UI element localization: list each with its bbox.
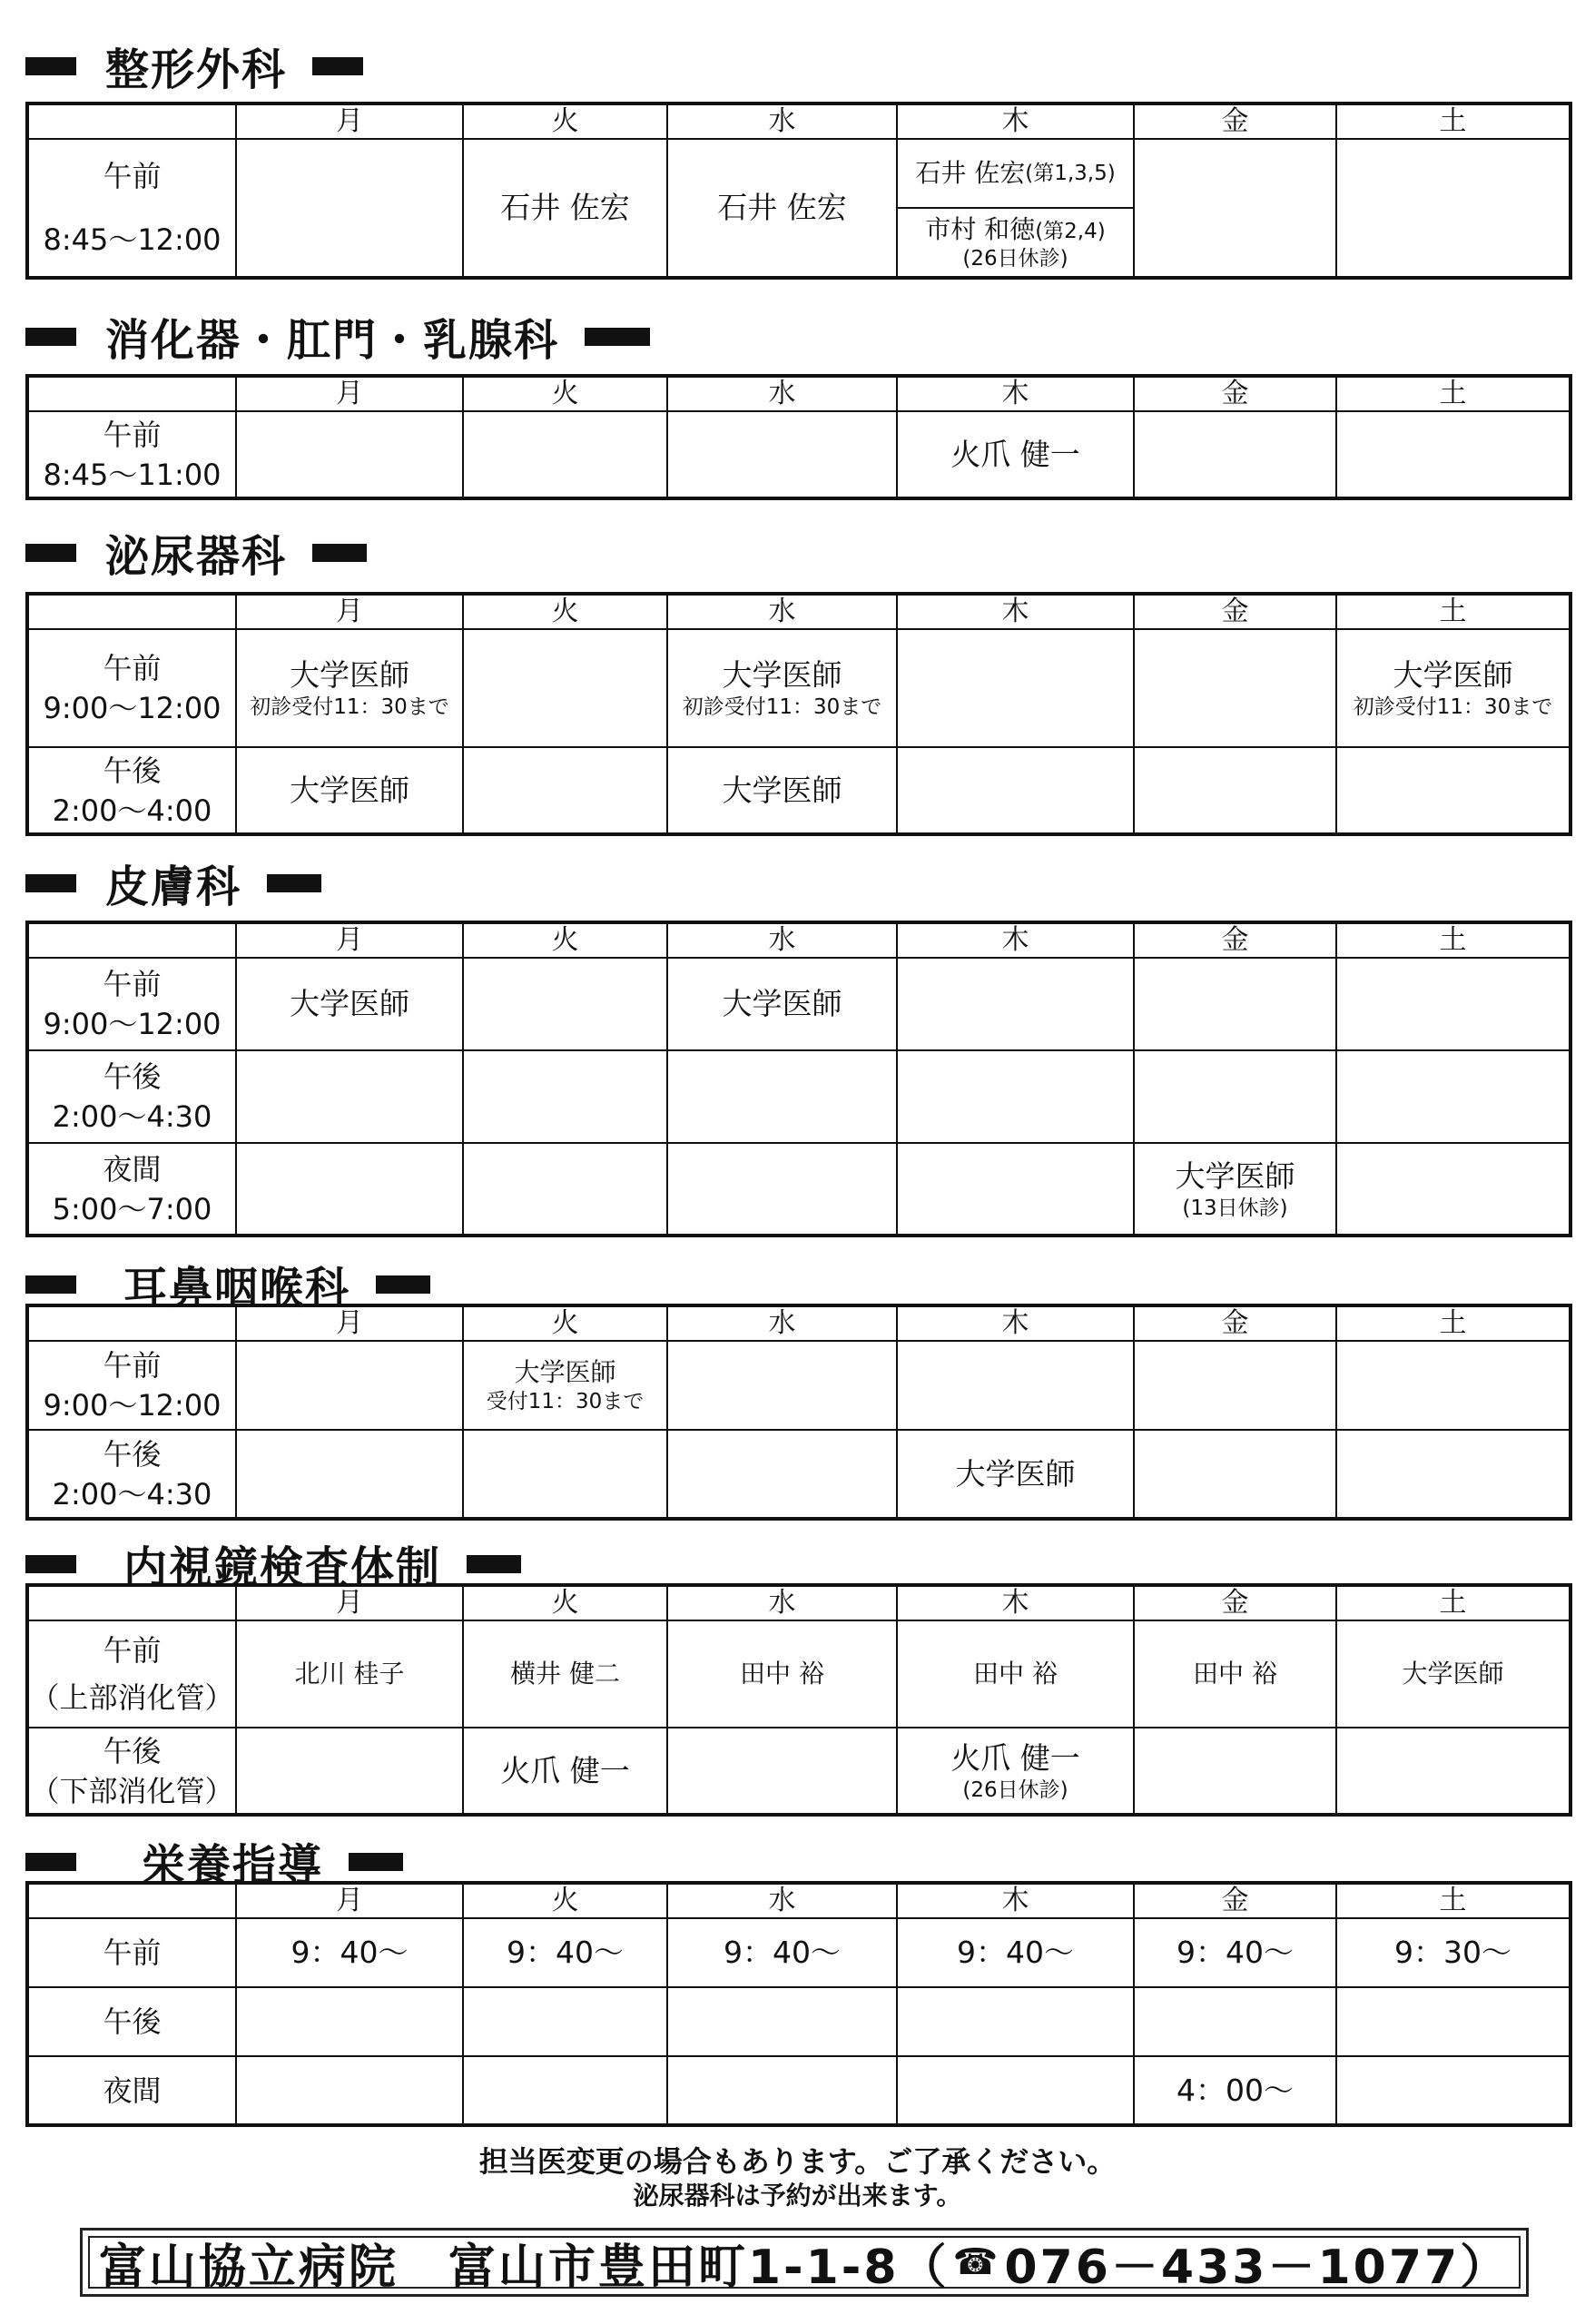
cell-fri — [1134, 629, 1336, 747]
cell-fri — [1134, 1341, 1336, 1430]
slot-cell — [27, 411, 236, 498]
cell-tue — [463, 139, 667, 278]
cell-wed — [667, 139, 897, 278]
day-fri: 金 — [1134, 1883, 1336, 1918]
cell-wed — [667, 1143, 897, 1236]
doctor-name: 田中 裕 — [973, 1659, 1058, 1689]
phone-icon: ☎ — [952, 2241, 1001, 2283]
slot-sub: （下部消化管） — [30, 1773, 234, 1808]
day-sat: 土 — [1336, 1883, 1570, 1918]
doctor-name: 横井 健二 — [510, 1659, 620, 1689]
slot-time: 8:45〜12:00 — [43, 222, 222, 257]
day-sat: 土 — [1336, 1305, 1570, 1341]
cell-wed — [667, 1728, 897, 1815]
cell-sat — [1336, 1620, 1570, 1728]
cell-sat — [1336, 2056, 1570, 2125]
table-row — [27, 1987, 1570, 2056]
cell-tue — [463, 1143, 667, 1236]
section-heading — [25, 305, 650, 368]
cell-tue — [463, 2056, 667, 2125]
slot-label: 午前 — [27, 1918, 236, 1987]
day-tue: 火 — [463, 1305, 667, 1341]
cell-wed — [667, 1430, 897, 1519]
note-line-1: 担当医変更の場合もあります。ご了承ください。 — [478, 2144, 1117, 2179]
cell-sat — [1336, 139, 1570, 278]
doctor-name: 石井 佐宏 — [915, 158, 1026, 188]
cell-mon — [236, 1143, 463, 1236]
cell-mon — [236, 1620, 463, 1728]
day-sat: 土 — [1336, 103, 1570, 139]
cell-mon — [236, 411, 463, 498]
day-wed: 水 — [667, 103, 897, 139]
cell-fri — [1134, 1728, 1336, 1815]
cell-thu — [897, 1143, 1134, 1236]
thu-bottom — [898, 209, 1133, 276]
slot-label: 午後 — [27, 1987, 236, 2056]
slot-label: 夜間 — [103, 1151, 162, 1187]
cell-wed — [667, 958, 897, 1050]
cell-thu — [897, 958, 1134, 1050]
doctor-name: 大学医師 — [722, 772, 842, 808]
cell-tue — [463, 1430, 667, 1519]
header-row — [27, 922, 1570, 958]
table-row — [27, 1050, 1570, 1143]
cell-mon — [236, 958, 463, 1050]
day-fri: 金 — [1134, 376, 1336, 411]
day-wed: 水 — [667, 1585, 897, 1620]
cell-mon — [236, 629, 463, 747]
cell-wed — [667, 1620, 897, 1728]
cell-tue — [463, 629, 667, 747]
cell-mon — [236, 1050, 463, 1143]
slot-time: 9:00〜12:00 — [43, 691, 222, 725]
doctor-name: 北川 桂子 — [294, 1659, 405, 1689]
slot-label: 午後 — [103, 1436, 162, 1472]
doctor-note: (第2,4) — [1035, 220, 1106, 243]
doctor-name: 大学医師 — [1175, 1157, 1295, 1194]
cell-tue — [463, 1050, 667, 1143]
doctor-name: 大学医師 — [955, 1455, 1076, 1492]
doctor-name: 火爪 健一 — [950, 436, 1080, 472]
table-row — [27, 1620, 1570, 1728]
time-wed: 9：40〜 — [667, 1918, 897, 1987]
slot-cell — [27, 139, 236, 278]
header-corner — [27, 594, 236, 629]
doctor-name: 大学医師 — [1402, 1659, 1504, 1689]
day-fri: 金 — [1134, 103, 1336, 139]
slot-time: 9:00〜12:00 — [43, 1007, 222, 1041]
slot-time: 9:00〜12:00 — [43, 1388, 222, 1423]
slot-cell — [27, 1143, 236, 1236]
section-heading — [25, 34, 363, 97]
day-wed: 水 — [667, 1305, 897, 1341]
slot-cell — [27, 1620, 236, 1728]
header-corner — [27, 1305, 236, 1341]
slot-label: 午前 — [103, 967, 162, 1001]
day-thu: 木 — [897, 103, 1134, 139]
cell-tue — [463, 747, 667, 834]
heading-bar-right — [376, 1275, 430, 1294]
heading-bar-right — [312, 57, 363, 75]
cell-fri — [1134, 1050, 1336, 1143]
digestive-table — [25, 374, 1572, 500]
cell-mon — [236, 1341, 463, 1430]
day-wed: 水 — [667, 376, 897, 411]
cell-fri — [1134, 411, 1336, 498]
cell-sat — [1336, 629, 1570, 747]
slot-cell — [27, 1728, 236, 1815]
doctor-name: 石井 佐宏 — [500, 190, 630, 225]
nutrition-table — [25, 1881, 1572, 2127]
cell-fri — [1134, 747, 1336, 834]
day-sat: 土 — [1336, 594, 1570, 629]
table-row — [27, 2056, 1570, 2125]
slot-sub: （上部消化管） — [30, 1680, 234, 1715]
cell-thu — [897, 747, 1134, 834]
doctor-name: 大学医師 — [722, 986, 842, 1021]
heading-bar-right — [312, 544, 367, 562]
doctor-name: 大学医師 — [722, 657, 842, 693]
slot-cell — [27, 958, 236, 1050]
slot-label: 午前 — [103, 1348, 162, 1383]
day-thu: 木 — [897, 594, 1134, 629]
slot-cell — [27, 1341, 236, 1430]
heading-bar-left — [25, 1853, 76, 1871]
table-row — [27, 1430, 1570, 1519]
day-tue: 火 — [463, 594, 667, 629]
cell-sat — [1336, 1728, 1570, 1815]
doctor-name: 大学医師 — [514, 1357, 616, 1387]
slot-label: 午後 — [103, 1733, 162, 1768]
cell-wed — [667, 1341, 897, 1430]
cell-wed — [667, 1987, 897, 2056]
slot-cell — [27, 747, 236, 834]
cell-thu — [897, 1050, 1134, 1143]
slot-cell — [27, 1430, 236, 1519]
cell-thu — [897, 1620, 1134, 1728]
day-fri: 金 — [1134, 922, 1336, 958]
heading-bar-left — [25, 874, 76, 892]
heading-bar-right — [467, 1555, 521, 1573]
day-mon: 月 — [236, 1883, 463, 1918]
slot-label: 午後 — [103, 753, 162, 788]
heading-bar-right — [349, 1853, 403, 1871]
footer-address: 富山協立病院 富山市豊田町1-1-8（ — [98, 2240, 950, 2295]
header-corner — [27, 376, 236, 411]
doctor-name: 大学医師 — [290, 986, 409, 1021]
day-sat: 土 — [1336, 1585, 1570, 1620]
footer-phone: 076－433－1077） — [1004, 2240, 1511, 2295]
section-title: 整形外科 — [105, 44, 288, 95]
table-row — [27, 958, 1570, 1050]
day-tue: 火 — [463, 1585, 667, 1620]
header-row — [27, 1883, 1570, 1918]
slot-time: 2:00〜4:00 — [52, 793, 212, 828]
cell-thu — [897, 1341, 1134, 1430]
slot-time: 2:00〜4:30 — [52, 1476, 212, 1512]
cell-wed — [667, 629, 897, 747]
cell-thu — [897, 2056, 1134, 2125]
heading-bar-left — [25, 544, 76, 562]
hospital-footer — [80, 2228, 1529, 2297]
cell-fri — [1134, 139, 1336, 278]
table-row — [27, 139, 1570, 278]
cell-tue — [463, 1341, 667, 1430]
cell-mon — [236, 139, 463, 278]
cell-sat — [1336, 1987, 1570, 2056]
cell-fri — [1134, 958, 1336, 1050]
day-sat: 土 — [1336, 376, 1570, 411]
doctor-name: 石井 佐宏 — [717, 190, 847, 225]
time-fri: 9：40〜 — [1134, 1918, 1336, 1987]
slot-cell — [27, 629, 236, 747]
time-thu: 9：40〜 — [897, 1918, 1134, 1987]
doctor-name: 火爪 健一 — [950, 1739, 1080, 1776]
cell-sat — [1336, 1143, 1570, 1236]
cell-sat — [1336, 1430, 1570, 1519]
header-corner — [27, 1883, 236, 1918]
cell-wed — [667, 747, 897, 834]
slot-time: 8:45〜11:00 — [43, 457, 222, 492]
slot-label: 午後 — [103, 1059, 162, 1094]
cell-sat — [1336, 411, 1570, 498]
doctor-name: 大学医師 — [290, 772, 409, 808]
note-line-2: 泌尿器科は予約が出来ます。 — [633, 2181, 962, 2211]
cell-sat — [1336, 958, 1570, 1050]
ent-table — [25, 1304, 1572, 1521]
time-sat: 9：30〜 — [1336, 1918, 1570, 1987]
cell-tue — [463, 958, 667, 1050]
reception-note: 初診受付11：30まで — [250, 695, 449, 719]
header-row — [27, 1585, 1570, 1620]
table-row — [27, 1341, 1570, 1430]
cell-wed — [667, 1050, 897, 1143]
time-fri: 4：00〜 — [1134, 2056, 1336, 2125]
day-thu: 木 — [897, 1585, 1134, 1620]
day-thu: 木 — [897, 1883, 1134, 1918]
table-row — [27, 411, 1570, 498]
closed-note: (13日休診) — [1182, 1196, 1288, 1220]
section-title: 消化器・肛門・乳腺科 — [105, 315, 560, 366]
cell-mon — [236, 2056, 463, 2125]
table-row — [27, 1728, 1570, 1815]
closed-note: (26日休診) — [962, 1777, 1068, 1802]
heading-bar-left — [25, 1555, 76, 1573]
cell-mon — [236, 1430, 463, 1519]
doctor-name: 田中 裕 — [740, 1659, 824, 1689]
day-sat: 土 — [1336, 922, 1570, 958]
header-corner — [27, 922, 236, 958]
section-heading — [25, 521, 367, 584]
thu-top — [898, 140, 1133, 209]
section-title: 耳鼻咽喉科 — [123, 1263, 351, 1314]
heading-bar-right — [267, 874, 321, 892]
doctor-note: (第1,3,5) — [1025, 162, 1116, 185]
time-tue: 9：40〜 — [463, 1918, 667, 1987]
section-title: 皮膚科 — [105, 862, 242, 912]
heading-bar-right — [585, 328, 650, 346]
day-mon: 月 — [236, 103, 463, 139]
cell-tue — [463, 1728, 667, 1815]
table-row — [27, 747, 1570, 834]
header-row — [27, 1305, 1570, 1341]
doctor-name: 火爪 健一 — [500, 1752, 630, 1788]
doctor-name: 大学医師 — [1393, 657, 1513, 693]
day-thu: 木 — [897, 1305, 1134, 1341]
closed-note: (26日休診) — [962, 247, 1068, 271]
day-thu: 木 — [897, 376, 1134, 411]
slot-label: 午前 — [103, 1633, 162, 1668]
day-tue: 火 — [463, 1883, 667, 1918]
day-mon: 月 — [236, 1585, 463, 1620]
section-title: 泌尿器科 — [105, 531, 288, 582]
cell-sat — [1336, 747, 1570, 834]
cell-thu — [897, 1728, 1134, 1815]
cell-mon — [236, 747, 463, 834]
cell-fri — [1134, 1987, 1336, 2056]
section-title: 栄養指導 — [142, 1840, 324, 1891]
section-heading — [25, 852, 321, 914]
day-fri: 金 — [1134, 1585, 1336, 1620]
cell-thu — [897, 139, 1134, 278]
dermatology-table — [25, 921, 1572, 1237]
header-row — [27, 594, 1570, 629]
reception-note: 初診受付11：30まで — [1353, 695, 1553, 719]
day-wed: 水 — [667, 922, 897, 958]
heading-bar-left — [25, 57, 76, 75]
cell-thu — [897, 1987, 1134, 2056]
doctor-name: 田中 裕 — [1193, 1659, 1277, 1689]
cell-fri — [1134, 1620, 1336, 1728]
table-row — [27, 1143, 1570, 1236]
cell-fri — [1134, 1430, 1336, 1519]
slot-time: 2:00〜4:30 — [52, 1099, 212, 1134]
cell-wed — [667, 2056, 897, 2125]
heading-bar-left — [25, 1275, 76, 1294]
day-tue: 火 — [463, 922, 667, 958]
footer-inner — [88, 2236, 1521, 2295]
day-fri: 金 — [1134, 594, 1336, 629]
header-row — [27, 103, 1570, 139]
cell-wed — [667, 411, 897, 498]
header-corner — [27, 1585, 236, 1620]
day-wed: 水 — [667, 594, 897, 629]
doctor-name: 大学医師 — [290, 657, 409, 693]
heading-bar-left — [25, 328, 76, 346]
time-mon: 9：40〜 — [236, 1918, 463, 1987]
slot-label: 午前 — [103, 651, 162, 685]
slot-cell — [27, 1050, 236, 1143]
cell-thu — [897, 411, 1134, 498]
cell-sat — [1336, 1341, 1570, 1430]
day-fri: 金 — [1134, 1305, 1336, 1341]
doctor-name: 市村 和徳 — [925, 214, 1036, 244]
day-wed: 水 — [667, 1883, 897, 1918]
cell-thu — [897, 629, 1134, 747]
cell-mon — [236, 1728, 463, 1815]
slot-label: 午前 — [103, 417, 162, 452]
reception-note: 受付11：30まで — [486, 1390, 645, 1413]
header-corner — [27, 103, 236, 139]
cell-tue — [463, 1620, 667, 1728]
section-title: 内視鏡検査体制 — [123, 1542, 442, 1593]
day-mon: 月 — [236, 594, 463, 629]
table-row — [27, 1918, 1570, 1987]
day-tue: 火 — [463, 103, 667, 139]
table-row — [27, 629, 1570, 747]
cell-thu — [897, 1430, 1134, 1519]
slot-label: 午前 — [103, 159, 162, 193]
day-mon: 月 — [236, 922, 463, 958]
reception-note: 初診受付11：30まで — [682, 695, 882, 719]
slot-time: 5:00〜7:00 — [52, 1191, 212, 1226]
day-mon: 月 — [236, 1305, 463, 1341]
day-thu: 木 — [897, 922, 1134, 958]
cell-tue — [463, 1987, 667, 2056]
cell-fri — [1134, 1143, 1336, 1236]
day-mon: 月 — [236, 376, 463, 411]
notes — [0, 2144, 1595, 2213]
endoscopy-table — [25, 1583, 1572, 1817]
slot-label: 夜間 — [27, 2056, 236, 2125]
orthopedics-table — [25, 102, 1572, 280]
cell-sat — [1336, 1050, 1570, 1143]
urology-table — [25, 592, 1572, 836]
header-row — [27, 376, 1570, 411]
day-tue: 火 — [463, 376, 667, 411]
cell-tue — [463, 411, 667, 498]
cell-mon — [236, 1987, 463, 2056]
